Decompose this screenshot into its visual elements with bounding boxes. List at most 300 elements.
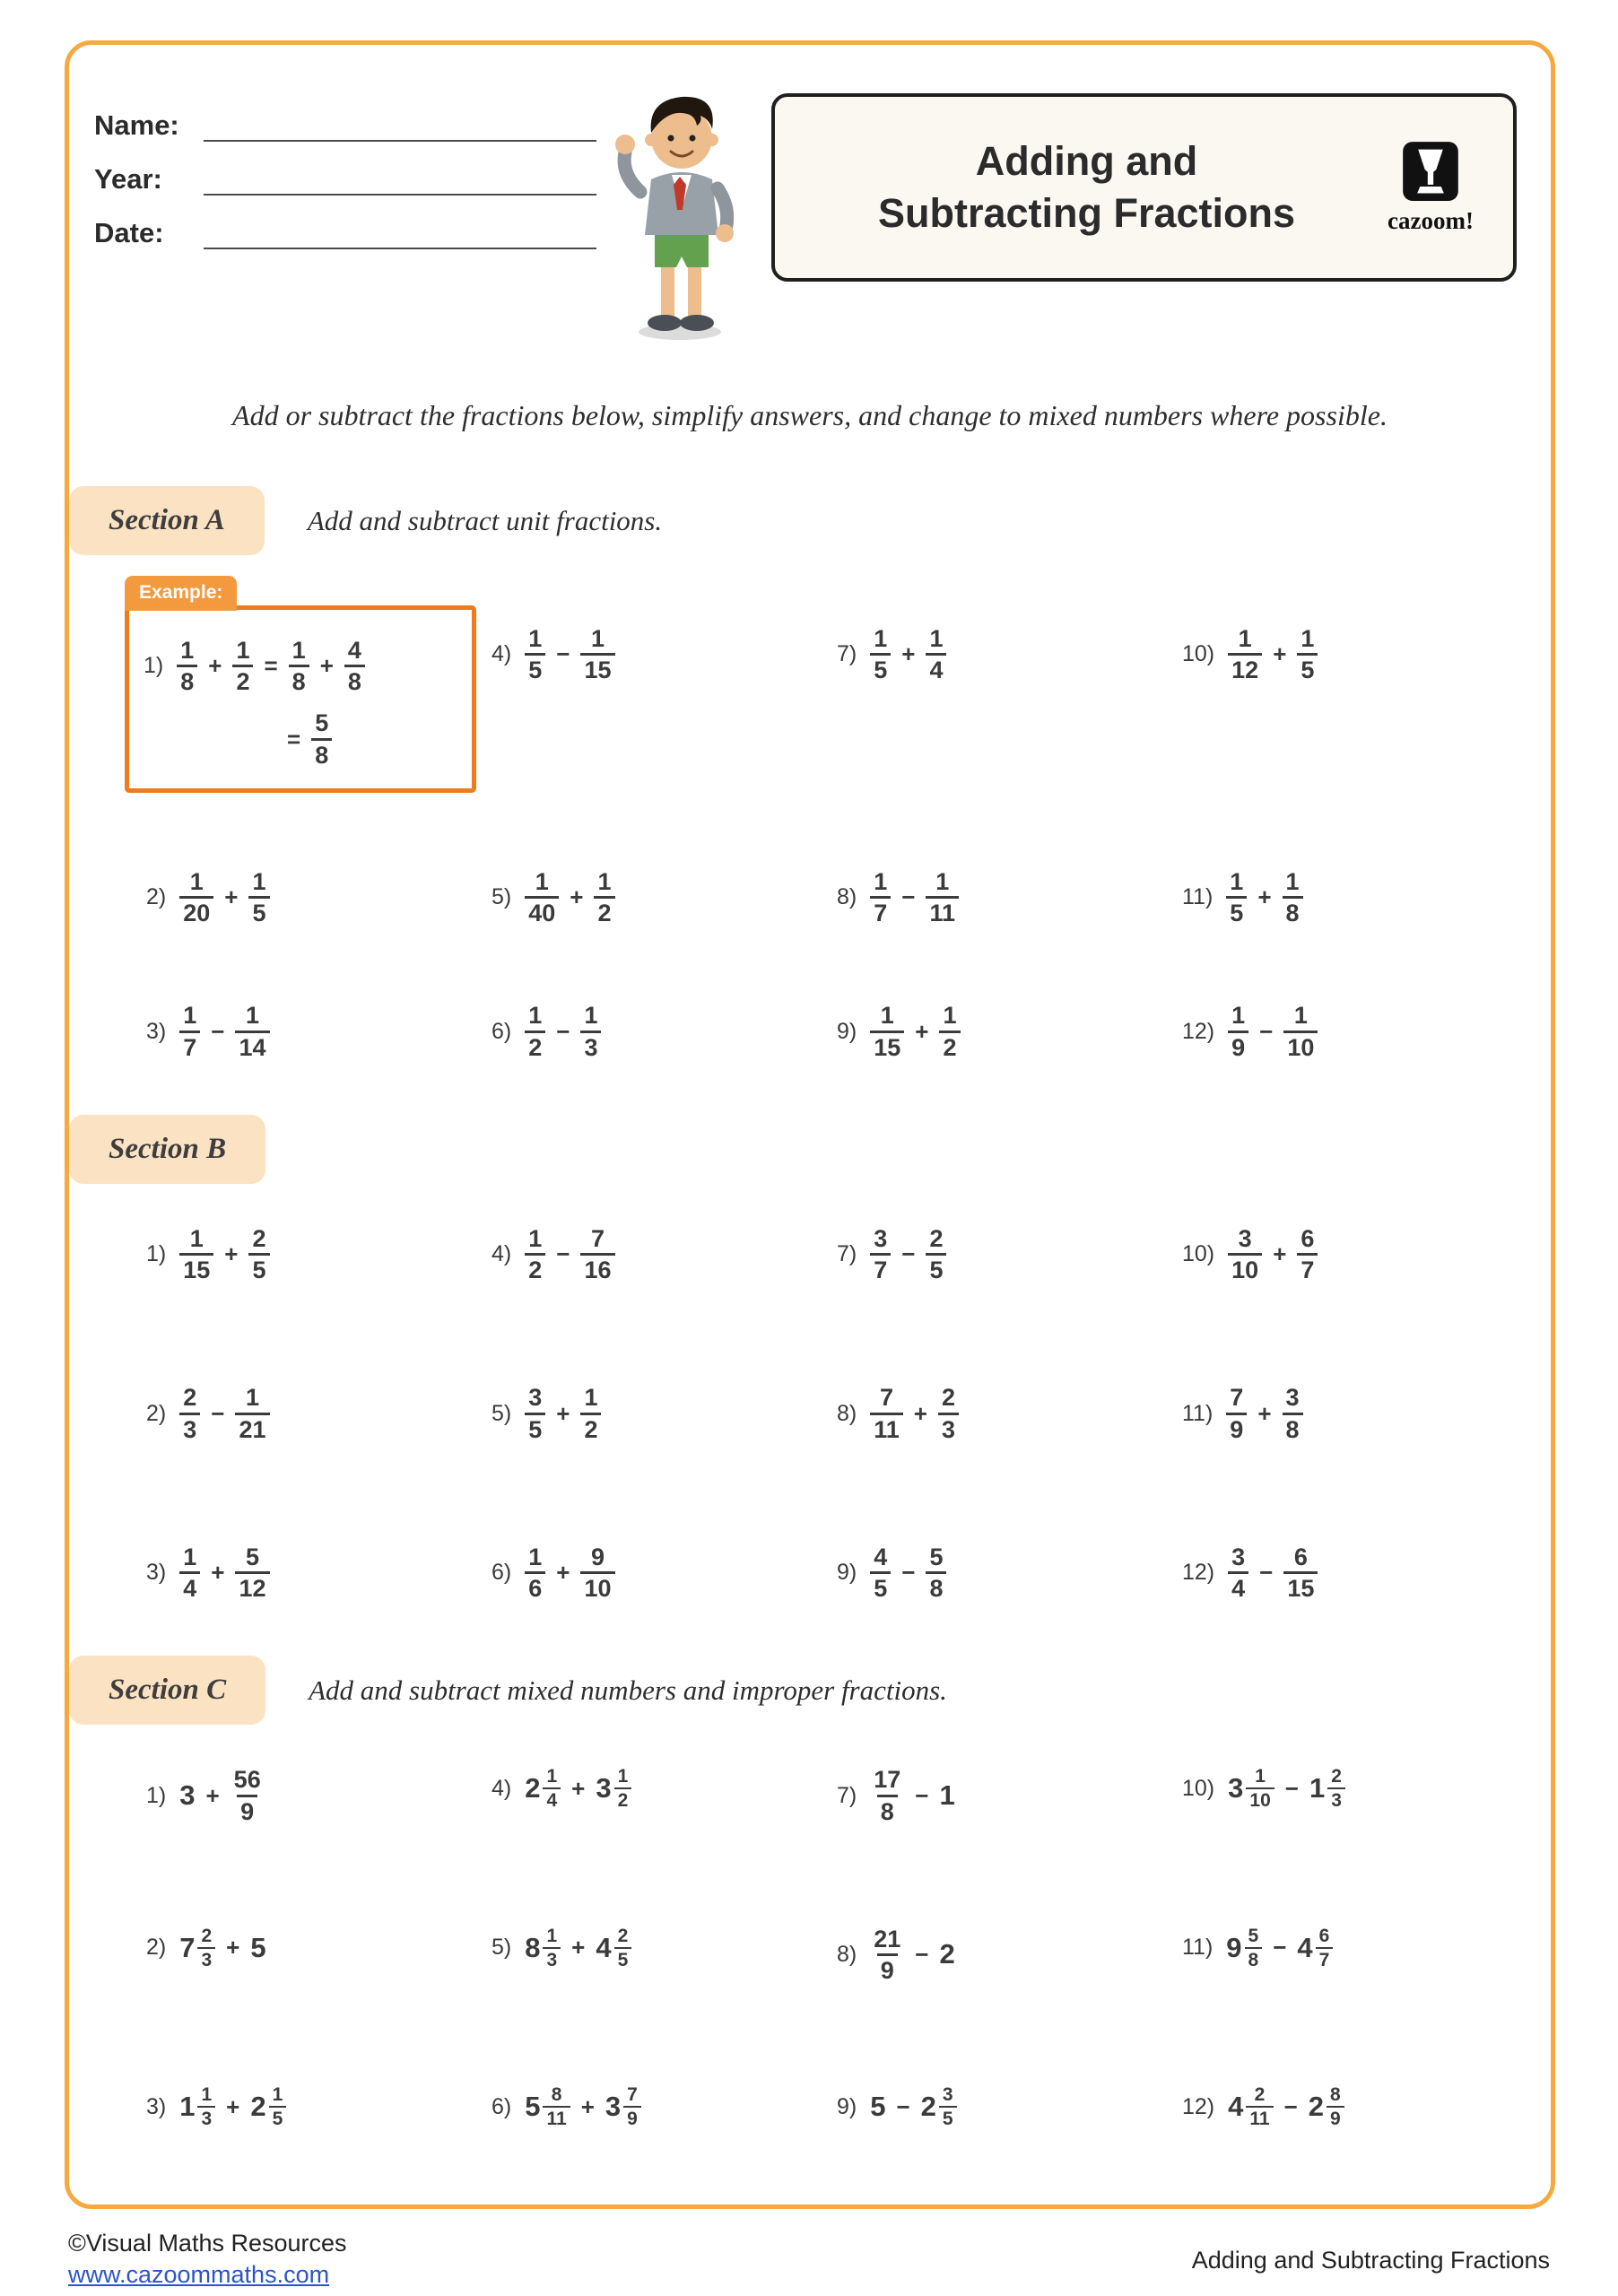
fraction-numerator: 7 [590,1224,605,1252]
expression [179,1544,269,1602]
mixed-number [1226,1926,1262,1970]
expression [276,709,332,768]
problem [491,1225,837,1283]
whole-number: 1 [939,1779,955,1812]
fraction-denominator: 15 [1283,1571,1318,1602]
operator: − [915,1781,929,1809]
problem-number: 8) [837,884,857,910]
expression [525,1544,614,1602]
fraction-denominator: 5 [870,1571,891,1602]
fraction [580,1544,614,1602]
fraction [1226,868,1247,926]
fraction-numerator: 5 [245,1543,259,1570]
fraction [1228,625,1262,683]
problem-number: 3) [146,1560,167,1586]
fraction [1297,1225,1318,1283]
fraction [248,1225,269,1283]
fraction [870,1544,891,1602]
problem [1182,1544,1527,1602]
fraction [1228,1002,1248,1060]
problem-number: 8) [837,1400,857,1426]
problem [837,602,1182,683]
whole-number: 9 [1226,1931,1242,1963]
fraction-denominator: 2 [525,1253,545,1283]
fraction-denominator: 9 [877,1953,898,1984]
fraction-numerator: 5 [929,1543,944,1570]
whole-number: 4 [596,1931,612,1963]
fraction [197,2084,215,2129]
operator: + [1257,1399,1272,1427]
fraction-numerator: 8 [551,2084,562,2106]
fraction-denominator: 9 [623,2106,641,2129]
expression [179,1766,264,1824]
footer [68,2230,1550,2289]
section-a [69,486,1551,1061]
fraction-numerator: 4 [874,1543,888,1570]
worksheet-title-line1: Adding and [975,138,1198,185]
operator: − [915,1940,929,1968]
fraction-denominator: 14 [235,1031,269,1061]
fraction-denominator: 7 [870,1253,891,1283]
fraction-denominator: 5 [525,1413,545,1443]
fraction-denominator: 7 [1316,1947,1334,1970]
date-field [94,217,596,249]
mixed-number [596,1926,631,1970]
instruction-text: Add or subtract the fractions below, simplify answers, and change to mixed numbers where possible. [232,399,1387,431]
fraction [248,868,269,926]
fraction-numerator: 1 [1255,1766,1266,1787]
problem-number: 4) [491,1241,512,1267]
problem-number: 3) [146,1018,167,1044]
whole-number: 4 [1228,2091,1244,2123]
problem-number: 7) [837,1782,857,1808]
fraction [580,1384,601,1442]
fraction-numerator: 1 [272,2084,283,2106]
problem [837,1544,1182,1602]
expression [179,1926,265,1970]
operator: − [1259,1017,1274,1045]
mixed-number [179,2084,215,2129]
problem-number: 5) [491,884,512,910]
fraction-denominator: 5 [248,896,269,926]
fraction-numerator: 1 [1238,625,1252,652]
fraction [543,1766,561,1811]
fraction-numerator: 2 [929,1224,944,1252]
fraction-denominator: 8 [1283,896,1303,926]
fraction-denominator: 7 [179,1031,200,1061]
fraction-numerator: 1 [535,867,549,895]
problem-number: 11) [1182,1400,1214,1426]
fraction [525,625,545,683]
fraction-numerator: 1 [546,1766,558,1787]
problem [837,1225,1182,1283]
problem-number: 6) [491,2093,512,2119]
fraction [870,868,891,926]
fraction-denominator: 10 [580,1571,614,1602]
expression [177,637,365,695]
fraction-denominator: 15 [870,1031,904,1061]
fraction-numerator: 1 [189,867,204,895]
fraction-numerator: 1 [943,1002,957,1030]
operator: + [571,1934,586,1961]
expression [525,1766,631,1811]
fraction-numerator: 2 [183,1384,197,1412]
fraction-numerator: 1 [874,625,888,652]
mixed-number [1309,1766,1345,1811]
fraction-numerator: 2 [201,1925,213,1946]
worksheet-title [800,135,1373,239]
problem-number: 10) [1182,641,1215,667]
fraction-denominator: 4 [1228,1571,1248,1602]
whole-number: 3 [605,2091,622,2123]
operator: + [226,1934,240,1961]
fraction-denominator: 9 [237,1795,257,1825]
whole-number: 3 [596,1772,612,1805]
fraction [1283,1544,1318,1602]
fraction-numerator: 6 [1300,1224,1315,1252]
fraction-denominator: 3 [179,1413,200,1443]
fraction [580,1002,601,1060]
expression [179,2084,286,2129]
fraction-denominator: 2 [939,1031,960,1061]
expression [179,868,269,926]
page-border [65,40,1555,2209]
problem [491,1926,837,1970]
fraction-denominator: 15 [580,653,614,683]
fraction [926,1225,946,1283]
fraction [525,1384,545,1442]
fraction [1283,1002,1318,1060]
mixed-number [1297,1926,1333,1970]
operator: − [901,883,916,911]
fraction-denominator: 20 [179,896,213,926]
problem [491,2084,837,2129]
date-label: Date: [94,217,164,248]
fraction [580,1225,614,1283]
fraction-denominator: 3 [938,1413,959,1443]
fraction [197,1926,215,1970]
problem-number: 11) [1182,884,1214,910]
fraction-numerator: 1 [546,1925,558,1946]
fraction-numerator: 4 [347,637,361,664]
fraction-numerator: 8 [1330,2084,1341,2106]
year-write-line [204,163,596,196]
expression [870,1926,954,1984]
problem [837,1384,1182,1442]
fraction-numerator: 1 [584,1002,598,1030]
name-write-line [204,109,596,142]
problem [146,1544,491,1602]
fraction [870,1926,904,1984]
problem-number: 9) [837,1560,857,1586]
whole-number: 3 [179,1779,196,1812]
fraction-numerator: 2 [1331,1766,1342,1787]
fraction-denominator: 9 [1327,2106,1344,2129]
operator: + [570,883,584,911]
fraction-denominator: 3 [197,2106,215,2129]
problem [146,845,491,926]
fraction-denominator: 11 [543,2106,570,2129]
cazoom-logo-icon [1402,141,1459,202]
expression [1226,868,1302,926]
expression [870,868,959,926]
fraction-denominator: 3 [580,1031,601,1061]
operator: + [226,2092,240,2120]
problem [1182,1384,1527,1442]
operator: + [1273,1240,1287,1268]
whole-number: 5 [525,2091,541,2123]
mixed-number [525,1766,561,1811]
fraction-denominator: 10 [1246,1787,1274,1811]
fraction [1316,1926,1334,1970]
operator: + [580,2092,595,2120]
fraction [870,1766,904,1824]
mixed-number [596,1766,631,1811]
operator: − [556,1017,570,1045]
whole-number: 2 [939,1938,955,1970]
fraction [1228,1544,1248,1602]
fraction-numerator: 1 [291,637,306,664]
problem [1182,1926,1527,1970]
fraction [525,1225,545,1283]
problem [1182,2084,1527,2129]
problem [837,1926,1182,1984]
whole-number: 2 [920,2091,936,2123]
fraction-numerator: 1 [1230,867,1244,895]
fraction [231,1766,265,1824]
expression [870,1002,960,1060]
fraction-numerator: 6 [1318,1925,1330,1946]
fraction-numerator: 1 [590,625,605,652]
fraction-denominator: 21 [235,1413,269,1443]
fraction-numerator: 1 [929,625,944,652]
fraction [235,1002,269,1060]
operator: − [556,1240,570,1268]
expression [870,1384,959,1442]
operator: + [915,1017,929,1045]
problem [146,1225,491,1283]
example-line-1 [144,637,457,695]
fraction-numerator: 1 [252,867,266,895]
fraction [614,1926,632,1970]
fraction-denominator: 2 [594,896,614,926]
fraction-denominator: 40 [525,896,559,926]
fraction [614,1766,632,1811]
fraction [870,1225,891,1283]
section-a-problems [139,582,1527,1061]
fraction [1228,1225,1262,1283]
website-link[interactable]: www.cazoommaths.com [68,2261,330,2288]
problem-number: 4) [491,1775,512,1801]
mixed-number [921,2084,957,2129]
fraction [1297,625,1318,683]
fraction-numerator: 1 [201,2084,213,2106]
fraction-numerator: 1 [528,1224,543,1252]
section-b-header [69,1115,1551,1184]
fraction-denominator: 8 [926,1571,946,1602]
fraction-denominator: 5 [870,653,891,683]
operator: + [1257,883,1272,911]
name-label: Name: [94,109,179,141]
operator: + [224,1240,239,1268]
expression [1228,625,1318,683]
problem-number: 7) [837,641,857,667]
fraction-numerator: 1 [180,637,195,664]
fraction-numerator: 1 [528,625,543,652]
operator: + [556,1559,570,1587]
whole-number: 1 [1309,1772,1326,1805]
fraction [311,709,332,768]
whole-number: 2 [525,1772,541,1805]
fraction-numerator: 17 [874,1766,901,1794]
fraction [1283,1384,1303,1442]
expression [179,1384,269,1442]
operator: + [1273,640,1287,668]
fraction-denominator: 7 [870,896,891,926]
fraction [235,1384,269,1442]
problem-number: 6) [491,1560,512,1586]
fraction-numerator: 1 [584,1384,598,1412]
fraction-numerator: 1 [1293,1002,1308,1030]
fraction [235,1544,269,1602]
fraction [594,868,614,926]
fraction-denominator: 5 [1297,653,1318,683]
footer-worksheet-title: Adding and Subtracting Fractions [1191,2247,1550,2274]
boy-illustration-svg [602,83,759,343]
operator: − [896,2092,910,2120]
fraction [926,1544,946,1602]
fraction-numerator: 1 [245,1384,259,1412]
problem [1182,845,1527,926]
fraction [926,868,959,926]
problem-number: 10) [1182,1241,1215,1267]
fraction [1327,2084,1344,2129]
fraction [177,637,197,695]
fraction [179,1225,213,1283]
fraction-denominator: 8 [877,1795,898,1825]
mixed-number [605,2084,641,2129]
fraction [525,1002,545,1060]
section-a-subtitle: Add and subtract unit fractions. [307,504,663,536]
cazoom-logo [1373,141,1488,235]
fraction-denominator: 8 [311,738,332,769]
fraction-denominator: 5 [269,2106,287,2129]
fraction-denominator: 8 [1245,1947,1263,1970]
fraction-numerator: 1 [183,1002,197,1030]
expression [525,1002,601,1060]
problem [146,1766,491,1824]
problem-number: 12) [1182,1018,1215,1044]
section-b-problems [146,1225,1527,1602]
operator: + [901,640,916,668]
problem [491,602,837,683]
problem-number: 5) [491,1400,512,1426]
name-field [94,109,596,142]
fraction-numerator: 2 [252,1224,266,1252]
example-tab-label: Example: [125,576,237,611]
fraction-numerator: 1 [236,637,250,664]
whole-number: 4 [1297,1931,1313,1963]
problem-number: 8) [837,1941,857,1967]
year-label: Year: [94,163,162,195]
fraction [1226,1384,1247,1442]
problem [837,978,1182,1060]
problem [146,1926,491,1970]
fraction [289,637,309,695]
expression [870,2084,956,2129]
fraction [179,1544,200,1602]
problem [491,1544,837,1602]
fraction [344,637,365,695]
problem-number: 5) [491,1935,512,1961]
fraction-denominator: 9 [1228,1031,1248,1061]
problem [1182,978,1527,1060]
section-c-problems [146,1766,1527,2129]
whole-number: 5 [870,2091,886,2123]
fraction-numerator: 7 [879,1384,894,1412]
fraction [939,2084,957,2129]
fraction [870,625,891,683]
fraction-denominator: 3 [543,1947,561,1970]
fraction-numerator: 7 [627,2084,638,2106]
expression [1226,1926,1333,1970]
expression [1228,1002,1318,1060]
operator: − [901,1559,916,1587]
fraction-denominator: 8 [344,665,365,695]
problem-number: 3) [146,2093,167,2119]
problem [146,978,491,1060]
whole-number: 2 [250,2091,266,2123]
problem-number: 11) [1182,1935,1214,1961]
fraction-numerator: 7 [1230,1384,1244,1412]
operator: − [211,1017,225,1045]
fraction-numerator: 1 [528,1002,543,1030]
operator: − [211,1399,225,1427]
fraction-denominator: 11 [926,896,959,926]
fraction [870,1384,903,1442]
fraction-numerator: 1 [1300,625,1315,652]
fraction-numerator: 2 [941,1384,955,1412]
fraction-denominator: 12 [1228,653,1262,683]
date-write-line [204,217,596,249]
problem [837,2084,1182,2129]
mixed-number [179,1926,215,1970]
fraction-denominator: 8 [177,665,197,695]
fraction-numerator: 3 [1231,1543,1246,1570]
problem [837,845,1182,926]
problem [491,1384,837,1442]
fraction-numerator: 1 [935,867,950,895]
problem [146,1384,491,1442]
fraction-numerator: 5 [315,709,329,737]
operator: + [211,1559,225,1587]
fraction-denominator: 5 [1226,896,1247,926]
expression [525,1384,601,1442]
problem [1182,1225,1527,1283]
whole-number: 3 [1228,1772,1244,1805]
whole-number: 7 [179,1931,196,1963]
mixed-number [525,1926,561,1970]
fraction-denominator: 11 [1246,2106,1273,2129]
problem-number: 1) [146,1241,167,1267]
fraction-denominator: 5 [614,1947,632,1970]
fraction-denominator: 8 [1283,1413,1303,1443]
fraction [179,1384,200,1442]
fraction-denominator: 5 [926,1253,946,1283]
expression [870,625,946,683]
section-a-label: Section A [69,486,265,555]
fraction-denominator: 5 [939,2106,957,2129]
